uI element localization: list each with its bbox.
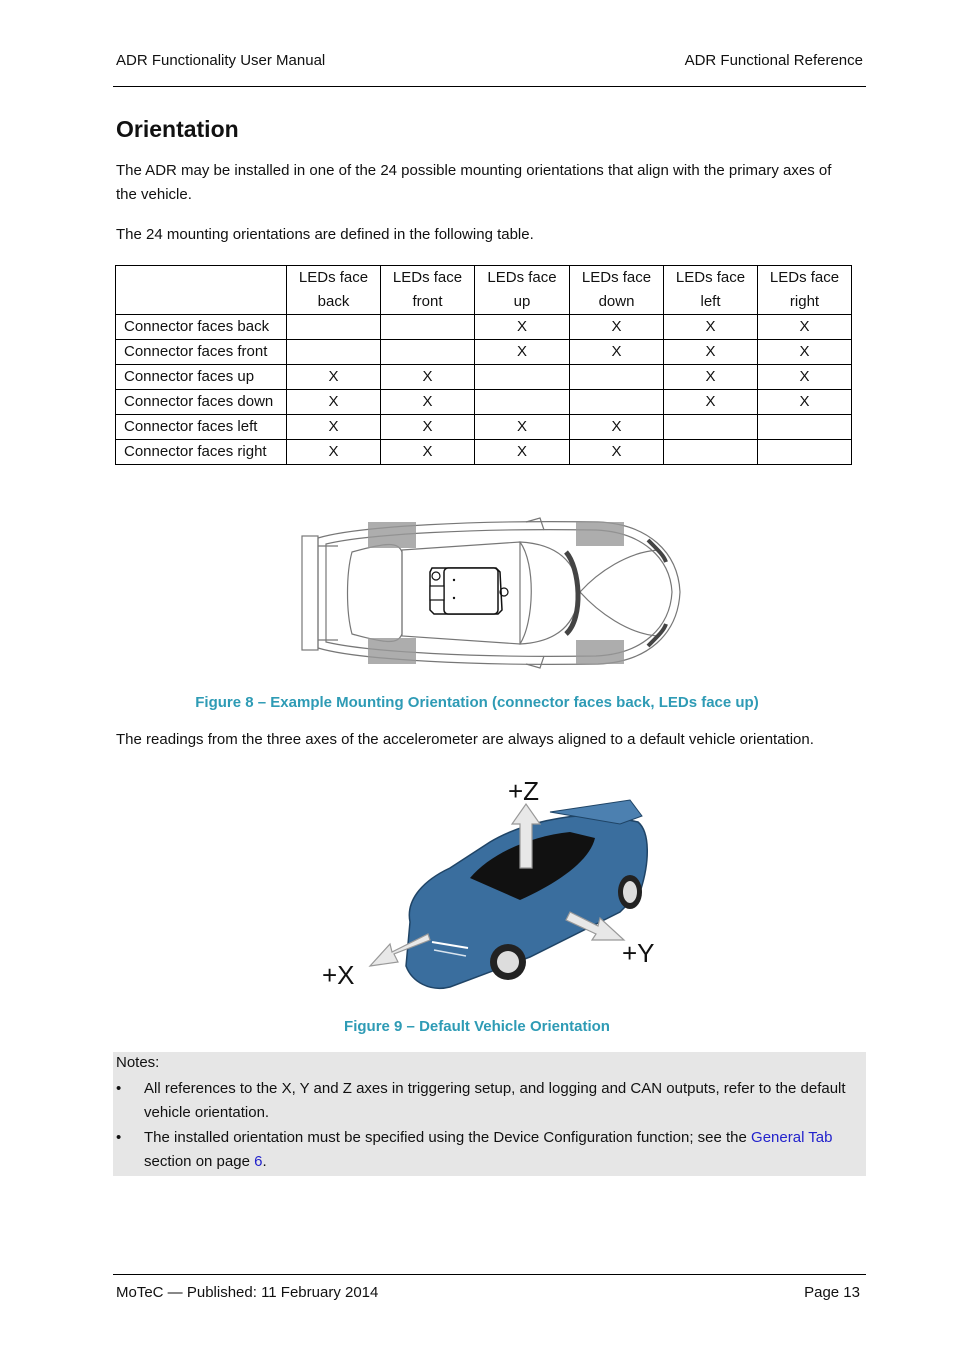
table-cell: X <box>570 340 664 365</box>
table-cell: X <box>664 390 758 415</box>
table-cell: X <box>287 390 381 415</box>
column-header: LEDs face front <box>381 266 475 315</box>
table-row <box>116 315 852 340</box>
table-row <box>116 365 852 390</box>
note-text: All references to the X, Y and Z axes in triggering setup, and logging and CAN outputs, refer to the default vehicle orientation. <box>144 1080 846 1121</box>
table-cell <box>287 315 381 340</box>
z-axis-label: +Z <box>508 776 540 806</box>
table-row <box>116 415 852 440</box>
page-6-link[interactable]: 6 <box>254 1153 263 1170</box>
table-cell: X <box>475 315 570 340</box>
bullet-icon: • <box>116 1129 122 1146</box>
row-label: Connector faces back <box>116 315 287 340</box>
table-row <box>116 390 852 415</box>
table-cell <box>664 440 758 465</box>
table-cell: X <box>381 390 475 415</box>
header-rule <box>113 86 866 87</box>
table-row <box>116 340 852 365</box>
notes-box <box>113 1052 866 1176</box>
table-cell <box>381 315 475 340</box>
intro-paragraph: The ADR may be installed in one of the 24 possible mounting orientations that align with the primary axes of the vehicle. <box>116 162 832 203</box>
row-label: Connector faces front <box>116 340 287 365</box>
figure-8-caption: Figure 8 – Example Mounting Orientation (connector faces back, LEDs face up) <box>195 694 759 711</box>
table-cell: X <box>287 365 381 390</box>
table-cell <box>287 340 381 365</box>
footer-publish-info: MoTeC — Published: 11 February 2014 <box>116 1284 379 1301</box>
table-cell: X <box>664 365 758 390</box>
table-cell: X <box>475 440 570 465</box>
table-cell <box>758 415 852 440</box>
table-cell: X <box>758 390 852 415</box>
table-cell <box>475 365 570 390</box>
table-cell: X <box>570 440 664 465</box>
column-header: LEDs face down <box>570 266 664 315</box>
header-section-title: ADR Functional Reference <box>684 52 863 69</box>
table-cell: X <box>758 340 852 365</box>
table-cell: X <box>381 415 475 440</box>
footer-page-number: Page 13 <box>804 1284 860 1301</box>
table-cell: X <box>664 315 758 340</box>
table-cell: X <box>381 365 475 390</box>
notes-title: Notes: <box>116 1054 160 1071</box>
row-label: Connector faces left <box>116 415 287 440</box>
table-cell <box>758 440 852 465</box>
row-label: Connector faces down <box>116 390 287 415</box>
footer-rule <box>113 1274 866 1275</box>
accelerometer-paragraph: The readings from the three axes of the accelerometer are always aligned to a default vehicle orientation. <box>116 731 814 748</box>
table-cell <box>664 415 758 440</box>
table-cell: X <box>287 440 381 465</box>
table-header-row <box>116 266 852 315</box>
table-cell: X <box>570 415 664 440</box>
vehicle-axes-illustration <box>320 772 665 1000</box>
y-axis-label: +Y <box>622 938 655 968</box>
table-cell <box>570 365 664 390</box>
table-cell: X <box>758 315 852 340</box>
table-row <box>116 440 852 465</box>
general-tab-link[interactable]: General Tab <box>751 1129 833 1146</box>
header-document-title: ADR Functionality User Manual <box>116 52 326 69</box>
bullet-icon: • <box>116 1080 122 1097</box>
row-label: Connector faces right <box>116 440 287 465</box>
table-cell: X <box>475 415 570 440</box>
note-text: The installed orientation must be specified using the Device Configuration function; see the General Tab section on page 6. <box>144 1129 833 1170</box>
table-cell <box>475 390 570 415</box>
table-cell: X <box>570 315 664 340</box>
table-intro-paragraph: The 24 mounting orientations are defined in the following table. <box>116 226 534 243</box>
table-cell: X <box>475 340 570 365</box>
row-label: Connector faces up <box>116 365 287 390</box>
top-view-car-illustration <box>298 512 688 674</box>
orientation-table <box>115 265 852 465</box>
table-cell: X <box>287 415 381 440</box>
table-cell: X <box>381 440 475 465</box>
table-cell <box>570 390 664 415</box>
table-cell: X <box>664 340 758 365</box>
column-header: LEDs face right <box>758 266 852 315</box>
table-corner-cell <box>116 266 287 315</box>
table-cell <box>381 340 475 365</box>
table-cell: X <box>758 365 852 390</box>
section-title: Orientation <box>116 116 239 142</box>
x-axis-label: +X <box>322 960 355 990</box>
figure-9-caption: Figure 9 – Default Vehicle Orientation <box>344 1018 610 1035</box>
column-header: LEDs face left <box>664 266 758 315</box>
column-header: LEDs face up <box>475 266 570 315</box>
adr-device-icon <box>430 568 508 614</box>
column-header: LEDs face back <box>287 266 381 315</box>
